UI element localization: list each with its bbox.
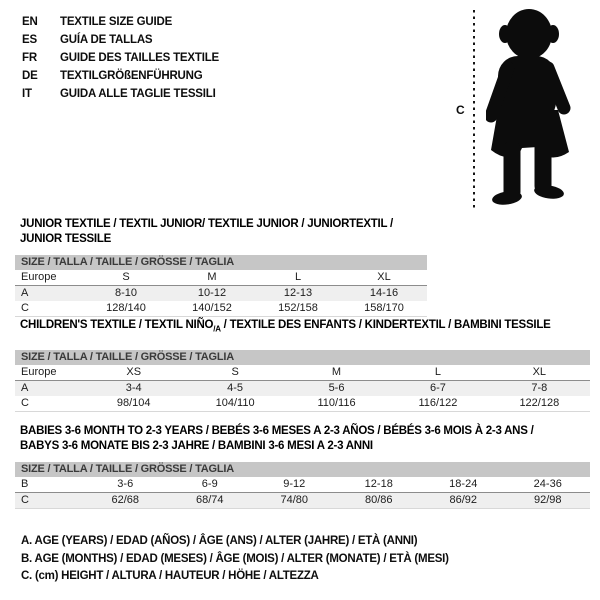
language-label: TEXTILE SIZE GUIDE xyxy=(60,16,173,28)
table-cell: 10-12 xyxy=(197,287,227,299)
table-cell: 80/86 xyxy=(364,494,393,506)
row-label: A xyxy=(21,382,29,395)
size-table xyxy=(15,255,427,317)
table-cell: 18-24 xyxy=(449,478,478,490)
size-table xyxy=(15,462,590,509)
table-cell: L xyxy=(294,271,302,283)
language-row xyxy=(22,67,219,85)
height-measure-label: C xyxy=(456,103,465,117)
baby-silhouette xyxy=(486,4,594,210)
language-code: EN xyxy=(22,16,38,28)
table-cell: 68/74 xyxy=(195,494,224,506)
size-table-header: SIZE / TALLA / TAILLE / GRÖSSE / TAGLIA xyxy=(15,255,427,270)
table-cell: XL xyxy=(377,271,391,283)
language-guide-list xyxy=(22,13,219,103)
row-label: B xyxy=(21,478,29,490)
language-code: ES xyxy=(22,34,37,46)
table-cell: 6-7 xyxy=(429,382,446,395)
language-label: GUIDE DES TAILLES TEXTILE xyxy=(60,52,219,64)
table-cell: 8-10 xyxy=(114,287,138,299)
language-row xyxy=(22,49,219,67)
table-row xyxy=(15,396,590,411)
size-section xyxy=(15,318,590,412)
table-cell: M xyxy=(331,366,342,379)
language-code: IT xyxy=(22,88,32,100)
size-section xyxy=(15,217,427,317)
section-title xyxy=(20,318,590,336)
language-row xyxy=(22,13,219,31)
row-label: Europe xyxy=(21,366,57,379)
size-table-header: SIZE / TALLA / TAILLE / GRÖSSE / TAGLIA xyxy=(15,350,590,365)
table-row xyxy=(15,493,590,508)
size-table xyxy=(15,350,590,412)
table-cell: 12-13 xyxy=(283,287,313,299)
table-cell: 152/158 xyxy=(278,302,318,314)
section-title-line xyxy=(20,318,590,336)
row-label: C xyxy=(21,494,29,506)
size-table-header: SIZE / TALLA / TAILLE / GRÖSSE / TAGLIA xyxy=(15,462,590,477)
section-title-text: / TEXTILE DES ENFANTS / KINDERTEXTIL / BAMBINI TESSILE xyxy=(220,319,551,331)
table-cell: S xyxy=(122,271,130,283)
legend-line: C. (cm) HEIGHT / ALTURA / HAUTEUR / HÖHE / ALTEZZA xyxy=(21,570,319,582)
table-cell: 86/92 xyxy=(449,494,478,506)
language-row xyxy=(22,31,219,49)
row-label: C xyxy=(21,397,29,410)
section-title-text: CHILDREN'S TEXTILE / TEXTIL NIÑO xyxy=(20,319,214,331)
row-label: A xyxy=(21,287,29,299)
section-title-text: BABYS 3-6 MONATE BIS 2-3 JAHRE / BAMBINI 3-6 MESI A 2-3 ANNI xyxy=(20,440,373,452)
legend-line: A. AGE (YEARS) / EDAD (AÑOS) / ÂGE (ANS) / ALTER (JAHRE) / ETÀ (ANNI) xyxy=(21,535,418,547)
table-row xyxy=(15,477,590,493)
table-cell: 9-12 xyxy=(283,478,306,490)
table-cell: 3-4 xyxy=(125,382,142,395)
section-title-text: /A xyxy=(213,324,221,334)
table-row xyxy=(15,381,590,396)
table-cell: 104/110 xyxy=(215,397,255,410)
table-cell: 74/80 xyxy=(280,494,309,506)
language-code: FR xyxy=(22,52,37,64)
language-label: GUIDA ALLE TAGLIE TESSILI xyxy=(60,88,216,100)
table-cell: 116/122 xyxy=(418,397,458,410)
table-cell: 12-18 xyxy=(364,478,393,490)
table-cell: 158/170 xyxy=(364,302,404,314)
row-label: Europe xyxy=(21,271,57,283)
table-cell: 62/68 xyxy=(111,494,140,506)
table-cell: L xyxy=(434,366,441,379)
section-title xyxy=(20,424,590,454)
table-cell: 128/140 xyxy=(106,302,146,314)
row-label: C xyxy=(21,302,29,314)
baby-head xyxy=(506,9,552,59)
height-dotted-line xyxy=(473,10,475,208)
baby-shorts xyxy=(491,110,569,158)
table-cell: 14-16 xyxy=(369,287,399,299)
table-row xyxy=(15,301,427,316)
table-cell: 4-5 xyxy=(227,382,244,395)
table-cell: XL xyxy=(532,366,547,379)
section-title-line xyxy=(20,424,590,439)
language-label: TEXTILGRÖßENFÜHRUNG xyxy=(60,70,203,82)
table-cell: M xyxy=(207,271,217,283)
measurement-legend xyxy=(21,533,449,586)
table-row xyxy=(15,286,427,301)
table-cell: 7-8 xyxy=(531,382,548,395)
language-row xyxy=(22,85,219,103)
table-cell: 140/152 xyxy=(192,302,232,314)
size-section xyxy=(15,424,590,509)
table-cell: 122/128 xyxy=(519,397,560,410)
section-title xyxy=(20,217,427,247)
table-cell: 92/98 xyxy=(533,494,562,506)
table-cell: 110/116 xyxy=(317,397,356,410)
table-row xyxy=(15,270,427,286)
table-cell: 24-36 xyxy=(533,478,562,490)
table-cell: 3-6 xyxy=(117,478,134,490)
legend-line: B. AGE (MONTHS) / EDAD (MESES) / ÂGE (MOIS) / ALTER (MONATE) / ETÀ (MESI) xyxy=(21,552,449,565)
table-cell: 6-9 xyxy=(201,478,218,490)
table-cell: 5-6 xyxy=(328,382,345,395)
table-cell: S xyxy=(231,366,239,379)
language-code: DE xyxy=(22,70,38,82)
section-title-text: BABIES 3-6 MONTH TO 2-3 YEARS / BEBÉS 3-6 MESES A 2-3 AÑOS / BÉBÉS 3-6 MOIS À 2-3 ANS / xyxy=(20,425,534,437)
table-row xyxy=(15,365,590,381)
table-cell: 98/104 xyxy=(116,397,151,410)
language-label: GUÍA DE TALLAS xyxy=(60,34,153,46)
section-title-line xyxy=(20,217,427,247)
table-cell: XS xyxy=(126,366,142,379)
section-title-line xyxy=(20,439,590,454)
section-title-text: JUNIOR TEXTILE / TEXTIL JUNIOR/ TEXTILE JUNIOR / JUNIORTEXTIL / JUNIOR TESSILE xyxy=(20,218,393,245)
